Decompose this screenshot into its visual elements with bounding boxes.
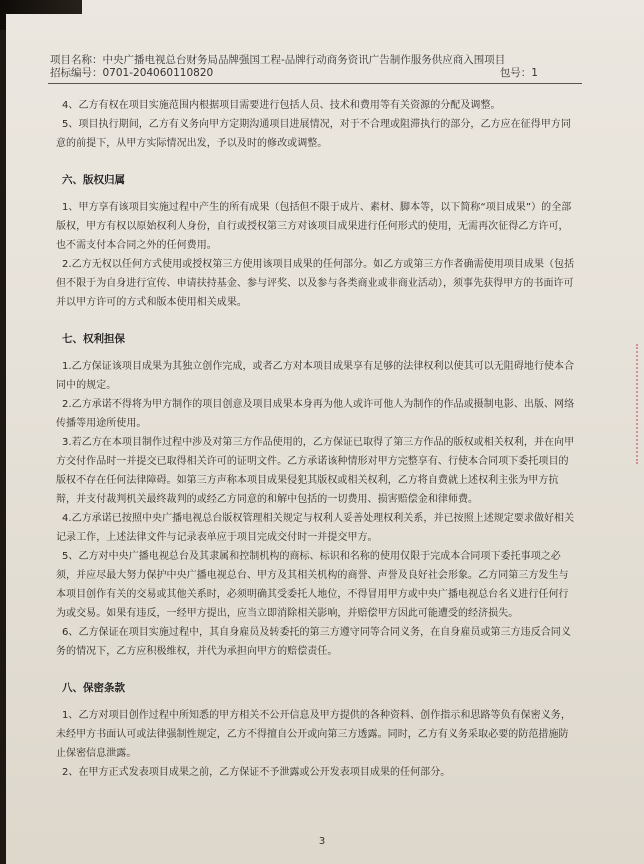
document-body xyxy=(56,96,576,782)
section-7-title: 七、权利担保 xyxy=(62,333,125,345)
section-8-title: 八、保密条款 xyxy=(62,682,125,694)
document-header xyxy=(50,54,580,80)
sec7-item-5: 5、乙方对中央广播电视总台及其隶属和控制机构的商标、标识和名称的使用仅限于完成本合同项下委托事项之必须，并应尽最大努力保护中央广播电视总台、甲方及其相关机构的商誉、声誉及良好社会形象。乙方同第三方发生与本项目创作有关的交易或其他关系时，必须明确其受委托人地位，不得冒用甲方或中央广播电视总台名义进行任何行为或交易。如果有违反，一经甲方提出，应当立即消除相关影响，并赔偿甲方因此可能遭受的经济损失。 xyxy=(56,551,569,619)
project-name: 项目名称：中央广播电视总台财务局品牌强国工程-品牌行动商务资讯广告制作服务供应商入围项目 xyxy=(50,54,506,66)
page-number: 3 xyxy=(318,836,326,847)
sec7-item-6: 6、乙方保证在项目实施过程中，其自身雇员及转委托的第三方遵守同等合同义务，在自身雇员或第三方违反合同义务的情况下，乙方应积极维权，并代为承担向甲方的赔偿责任。 xyxy=(56,627,571,657)
sec7-item-2: 2.乙方承诺不得将为甲方制作的项目创意及项目成果本身再为他人或许可他人为制作的作品或摄制电影、出版、网络传播等用途所使用。 xyxy=(56,399,575,429)
sec6-item-1: 1、甲方享有该项目实施过程中产生的所有成果（包括但不限于成片、素材、脚本等，以下简称“项目成果”）的全部版权，甲方有权以原始权利人身份，自行或授权第三方对该项目成果进行任何形式的使用，无需再次征得乙方许可，也不需支付本合同之外的任何费用。 xyxy=(56,202,572,251)
sec7-item-1: 1.乙方保证该项目成果为其独立创作完成，或者乙方对本项目成果享有足够的法律权利以使其可以无阻碍地行使本合同中的规定。 xyxy=(56,361,575,391)
sec7-item-4: 4.乙方承诺已按照中央广播电视总台版权管理相关规定与权利人妥善处理权利关系，并已按照上述规定要求做好相关记录工作，上述法律文件与记录表单应于项目完成交付时一并提交甲方。 xyxy=(56,513,575,543)
sec7-item-3: 3.若乙方在本项目制作过程中涉及对第三方作品使用的，乙方保证已取得了第三方作品的版权或相关权利，并在向甲方交付作品时一并提交已取得相关许可的证明文件。乙方承诺该种情形对甲方完整享有、行使本合同项下委托项目的版权不存在任何法律障碍。如第三方声称本项目成果侵犯其版权或相关权利，乙方将自费就上述权利主张为甲方抗辩，并支付裁判机关最终裁判的或经乙方同意的和解中包括的一切费用、损害赔偿金和律师费。 xyxy=(56,437,575,505)
sec8-item-1: 1、乙方对项目创作过程中所知悉的甲方相关不公开信息及甲方提供的各种资料、创作指示和思路等负有保密义务，未经甲方书面认可或法律强制性规定，乙方不得擅自公开或向第三方透露。同时，乙方有义务采取必要的防范措施防止保密信息泄露。 xyxy=(56,710,571,759)
clause-5: 5、项目执行期间，乙方有义务向甲方定期沟通项目进展情况，对于不合理或阻滞执行的部分，乙方应在征得甲方同意的前提下，从甲方实际情况出发，予以及时的修改或调整。 xyxy=(56,119,571,149)
package-number: 包号：1 xyxy=(499,67,538,79)
bid-number: 招标编号：0701-204060110820 xyxy=(50,67,214,79)
sec8-item-2: 2、在甲方正式发表项目成果之前，乙方保证不予泄露或公开发表项目成果的任何部分。 xyxy=(62,767,451,778)
header-rule xyxy=(48,83,582,84)
section-6-title: 六、版权归属 xyxy=(62,174,125,186)
clause-4: 4、乙方有权在项目实施范围内根据项目需要进行包括人员、技术和费用等有关资源的分配及调整。 xyxy=(62,100,501,111)
seal-edge-mark xyxy=(626,344,638,464)
sec6-item-2: 2.乙方无权以任何方式使用或授权第三方使用该项目成果的任何部分。如乙方或第三方作者确需使用项目成果（包括但不限于为自身进行宣传、申请扶持基金、参与评奖、以及参与各类商业或非商业活动），须事先获得甲方的书面许可并以甲方许可的方式和版本使用相关成果。 xyxy=(56,259,575,308)
